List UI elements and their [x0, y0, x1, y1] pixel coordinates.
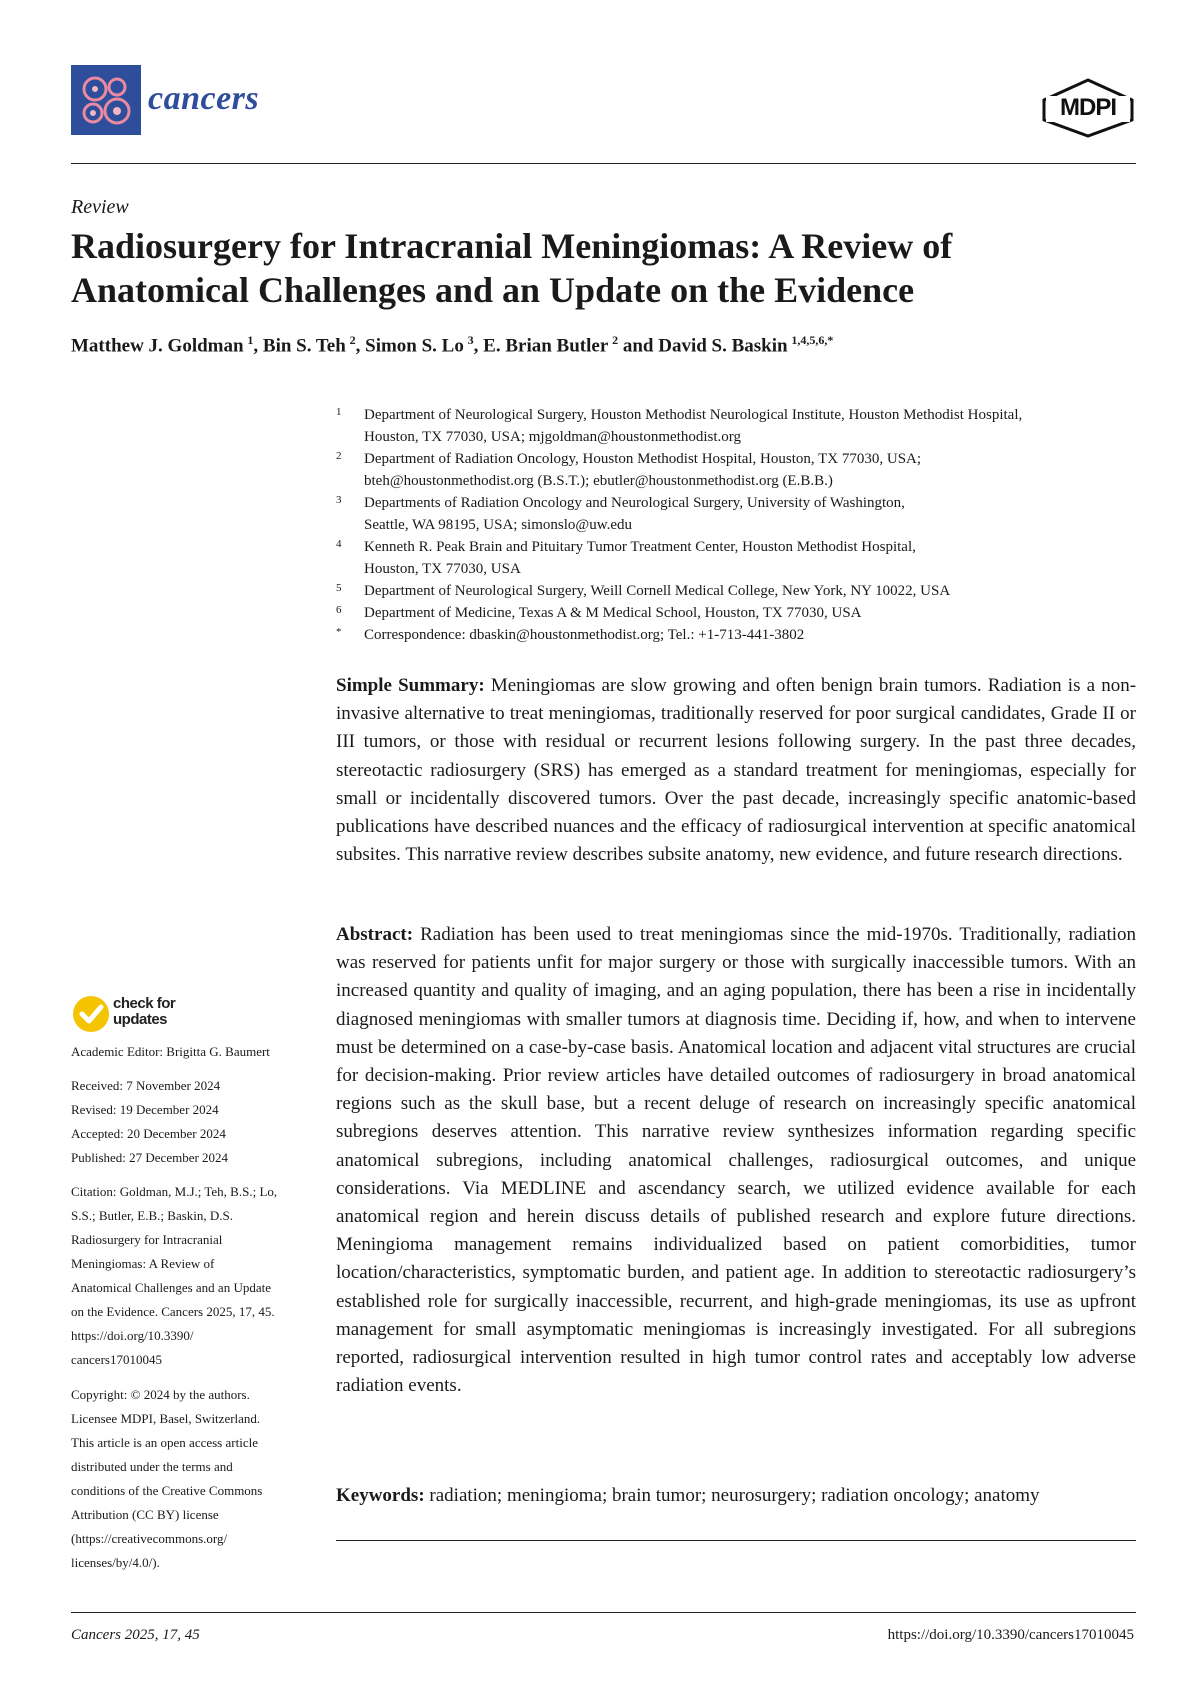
affiliation-mark: 1 — [336, 406, 342, 418]
copyright-line: Attribution (CC BY) license — [71, 1507, 219, 1522]
author-separator: , — [253, 335, 263, 357]
header-rule — [71, 163, 1136, 164]
affiliation-line: Department of Neurological Surgery, Weill Cornell Medical College, New York, NY 10022, USA — [364, 583, 951, 599]
keywords — [336, 1482, 1136, 1510]
affiliation-line: Kenneth R. Peak Brain and Pituitary Tumor Treatment Center, Houston Methodist Hospital, — [364, 539, 916, 555]
copyright-line: Copyright: © 2024 by the authors. — [71, 1387, 250, 1402]
citation-line: Anatomical Challenges and an Update — [71, 1280, 271, 1295]
author-separator: and — [618, 335, 659, 357]
check-updates-line-2: updates — [113, 1011, 168, 1028]
keywords-label: Keywords: — [336, 1485, 425, 1506]
affiliation-item — [336, 404, 1136, 448]
copyright-line: (https://creativecommons.org/ — [71, 1531, 228, 1546]
keywords-rule — [336, 1540, 1136, 1541]
author-name: Matthew J. Goldman — [71, 335, 244, 357]
copyright-line: This article is an open access article — [71, 1435, 258, 1450]
author-name: Bin S. Teh — [262, 335, 346, 357]
affiliation-line: Houston, TX 77030, USA; mjgoldman@houstonmethodist.org — [364, 429, 742, 445]
citation-line: on the Evidence. Cancers 2025, 17, 45. — [71, 1304, 275, 1319]
abstract — [336, 921, 1136, 1400]
affiliation-line: Department of Neurological Surgery, Houston Methodist Neurological Institute, Houston Methodist Hospital, — [364, 407, 1023, 423]
author-list — [71, 333, 1121, 357]
copyright-line: distributed under the terms and — [71, 1459, 233, 1474]
author-affiliation-mark: 2 — [349, 333, 356, 347]
title-line-2: Anatomical Challenges and an Update on the Evidence — [71, 270, 915, 310]
affiliation-mark: 4 — [336, 538, 342, 550]
date-line: Published: 27 December 2024 — [71, 1150, 229, 1165]
abstract-label: Abstract: — [336, 924, 414, 945]
check-updates-icon — [71, 994, 111, 1034]
affiliation-item — [336, 536, 1136, 580]
academic-editor: Academic Editor: Brigitta G. Baumert — [71, 1044, 270, 1059]
author-name: E. Brian Butler — [483, 335, 609, 357]
author-separator: , — [355, 335, 366, 357]
citation-line: Radiosurgery for Intracranial — [71, 1232, 223, 1247]
simple-summary-label: Simple Summary: — [336, 675, 485, 696]
affiliation-line: bteh@houstonmethodist.org (B.S.T.); ebutler@houstonmethodist.org (E.B.B.) — [364, 473, 833, 489]
author-name: David S. Baskin — [658, 335, 788, 357]
citation — [71, 1180, 316, 1372]
copyright-line: licenses/by/4.0/). — [71, 1555, 160, 1570]
affiliation-item — [336, 448, 1136, 492]
date-line: Received: 7 November 2024 — [71, 1078, 221, 1093]
affiliation-mark: 3 — [336, 494, 342, 506]
date-line: Accepted: 20 December 2024 — [71, 1126, 226, 1141]
article-type: Review — [71, 196, 129, 218]
affiliation-line: Department of Medicine, Texas A & M Medical School, Houston, TX 77030, USA — [364, 605, 862, 621]
citation-line: Citation: Goldman, M.J.; Teh, B.S.; Lo, — [71, 1184, 278, 1199]
simple-summary-text: Meningiomas are slow growing and often benign brain tumors. Radiation is a non-invasive alternative to treat meningiomas, traditionally reserved for poor surgical candidates, Grade II or III tumors, or those with residual or recurrent lesions following surgery. In the past three decades, stereotactic radiosurgery (SRS) has emerged as a standard treatment for meningiomas, especially for small or incidentally discovered tumors. Over the past decade, increasingly specific anatomic-based publications have described nuances and the efficacy of radiosurgical intervention at specific anatomical subsites. This narrative review describes subsite anatomy, new evidence, and future research directions. — [336, 675, 1137, 866]
publisher-name: MDPI — [1060, 94, 1116, 121]
affiliation-item — [336, 624, 1136, 646]
footer-citation: Cancers 2025, 17, 45 — [71, 1627, 200, 1643]
simple-summary — [336, 672, 1136, 869]
affiliation-mark: * — [336, 626, 342, 638]
author-separator: , — [473, 335, 484, 357]
abstract-text: Radiation has been used to treat meningiomas since the mid-1970s. Traditionally, radiation was reserved for patients unfit for major surgery or those with surgically inaccessible tumors. With an increased quantity and quality of imaging, and an aging population, there has been a rise in incidentally diagnosed meningiomas with smaller tumors at diagnosis time. Deciding if, how, and when to intervene must be determined on a case-by-case basis. Anatomical location and adjacent vital structures are crucial for decision-making. Prior review articles have detailed outcomes of radiosurgery in broad anatomical regions such as the skull base, but a recent deluge of research on increasingly specific anatomical subregions deserves attention. This narrative review synthesizes information regarding specific anatomical subregions, including anatomical challenges, radiosurgical outcomes, and unique considerations. Via MEDLINE and ascendancy search, we utilized evidence available for each anatomical region and herein discuss details of published research and explore future directions. Meningioma management remains individualized based on patient comorbidities, tumor location/characteristics, symptomatic burden, and patient age. In addition to stereotactic radiosurgery’s established role for surgically inaccessible, recurrent, and high-grade meningiomas, its use as upfront management for small asymptomatic meningiomas is increasingly investigated. For all subregions reported, radiosurgical intervention resulted in high tumor control rates and acceptably low adverse radiation events. — [336, 924, 1137, 1397]
copyright — [71, 1383, 316, 1575]
affiliation-mark: 6 — [336, 604, 342, 616]
affiliation-line: Correspondence: dbaskin@houstonmethodist.org; Tel.: +1-713-441-3802 — [364, 627, 805, 643]
author-name: Simon S. Lo — [365, 335, 464, 357]
affiliation-line: Seattle, WA 98195, USA; simonslo@uw.edu — [364, 517, 632, 533]
affiliation-mark: 5 — [336, 582, 342, 594]
affiliation-line: Houston, TX 77030, USA — [364, 561, 521, 577]
publisher-logo — [1040, 78, 1136, 138]
citation-line: cancers17010045 — [71, 1352, 162, 1367]
copyright-line: conditions of the Creative Commons — [71, 1483, 263, 1498]
footer-rule — [71, 1612, 1136, 1613]
footer-doi-link[interactable]: https://doi.org/10.3390/cancers17010045 — [887, 1627, 1134, 1643]
check-for-updates-badge[interactable] — [71, 994, 181, 1034]
affiliation-line: Departments of Radiation Oncology and Neurological Surgery, University of Washington, — [364, 495, 905, 511]
date-line: Revised: 19 December 2024 — [71, 1102, 219, 1117]
author-affiliation-mark: 1,4,5,6,* — [791, 333, 834, 347]
affiliation-item — [336, 580, 1136, 602]
citation-line: S.S.; Butler, E.B.; Baskin, D.S. — [71, 1208, 233, 1223]
keywords-text: radiation; meningioma; brain tumor; neurosurgery; radiation oncology; anatomy — [429, 1485, 1040, 1506]
journal-logo — [71, 65, 141, 135]
affiliation-mark: 2 — [336, 450, 342, 462]
copyright-line: Licensee MDPI, Basel, Switzerland. — [71, 1411, 261, 1426]
check-updates-label — [113, 996, 175, 1028]
author-affiliation-mark: 2 — [612, 333, 619, 347]
title-line-1: Radiosurgery for Intracranial Meningiomas: A Review of — [71, 226, 953, 266]
citation-line: Meningiomas: A Review of — [71, 1256, 215, 1271]
publication-dates — [71, 1074, 316, 1170]
author-affiliation-mark: 1 — [247, 333, 254, 347]
author-affiliation-mark: 3 — [467, 333, 474, 347]
affiliations — [336, 404, 1136, 646]
citation-line: https://doi.org/10.3390/ — [71, 1328, 194, 1343]
affiliation-item — [336, 492, 1136, 536]
page-title — [71, 224, 1071, 312]
cells-logo-icon — [71, 65, 141, 135]
journal-name: cancers — [148, 80, 260, 117]
affiliation-item — [336, 602, 1136, 624]
check-updates-line-1: check for — [113, 995, 176, 1012]
affiliation-line: Department of Radiation Oncology, Houston Methodist Hospital, Houston, TX 77030, USA; — [364, 451, 922, 467]
